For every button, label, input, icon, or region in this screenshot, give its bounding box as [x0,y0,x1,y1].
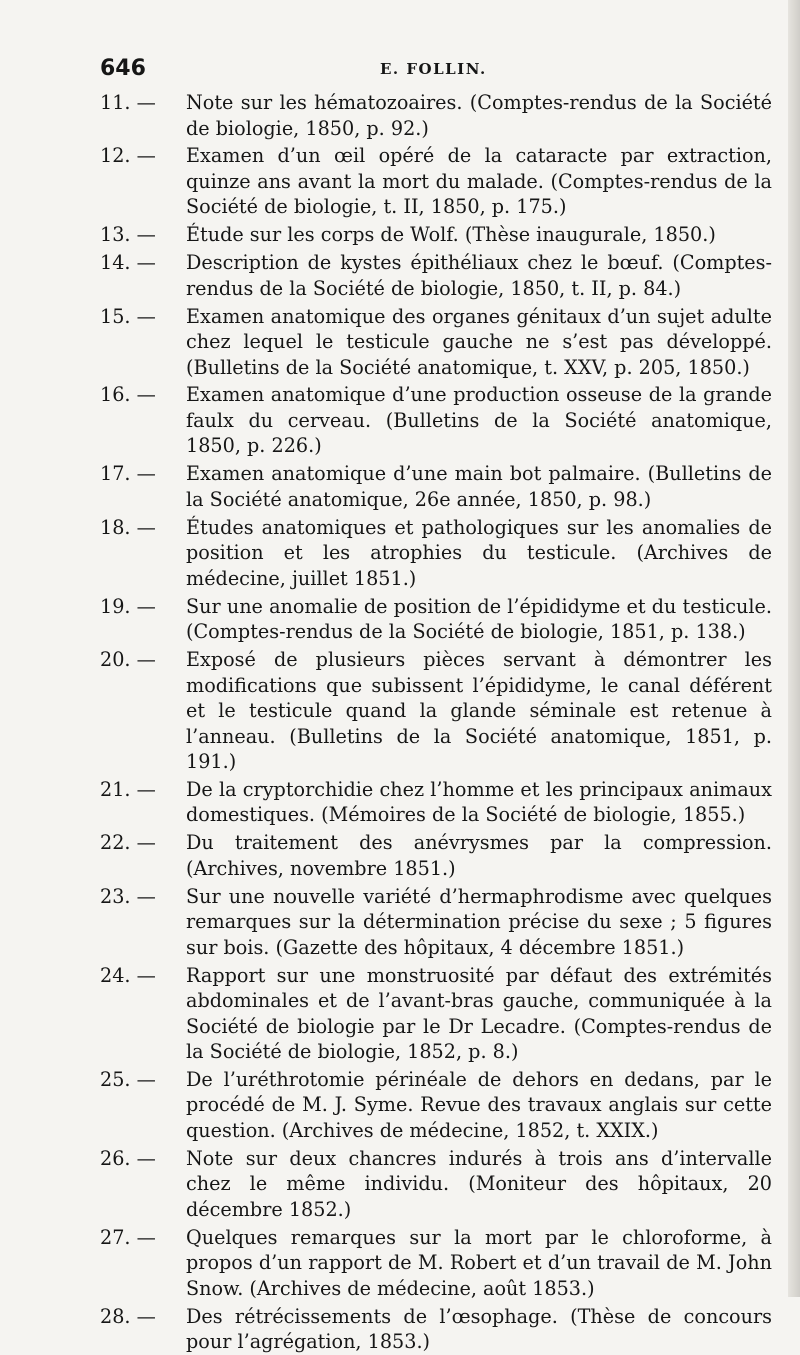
entry-text: Note sur deux chancres indurés à trois ans d’intervalle chez le même individu. (Moniteur des hôpitaux, 20 décembre 1852.) [186,1146,772,1221]
bibliography-entry [100,143,772,220]
entry-text: De la cryptorchidie chez l’homme et les principaux animaux domestiques. (Mémoires de la Société de biologie, 1855.) [186,777,772,827]
bibliography-entry [100,830,772,881]
entry-number: 19. — [100,594,156,618]
bibliography-entry [100,1146,772,1223]
entry-text: Examen anatomique des organes génitaux d’un sujet adulte chez lequel le testicule gauche ne s’est pas développé. (Bulletins de la Société anatomique, t. XXV, p. 205, 1850.) [186,304,772,379]
entry-text: Examen anatomique d’une main bot palmaire. (Bulletins de la Société anatomique, 26e année, 1850, p. 98.) [186,462,772,511]
entry-number: 24. — [100,963,156,987]
bibliography-entry [100,594,772,645]
bibliography-entry [100,1225,772,1302]
entry-number: 16. — [100,383,156,407]
bibliography-entry [100,1067,772,1144]
running-title: E. FOLLIN. [380,60,487,78]
bibliography-entry [100,515,772,592]
entry-text: Des rétrécissements de l’œsophage. (Thèse de concours pour l’agrégation, 1853.) [186,1304,772,1354]
entry-text: Rapport sur une monstruosité par défaut des extrémités abdominales et de l’avant-bras gauche, communiquée à la Société de biologie par le Dr Lecadre. (Comptes-rendus de la Société de biologie, 1852, p. 8.) [186,963,772,1064]
entry-number: 15. — [100,304,156,328]
page-edge-shadow [788,0,800,1297]
bibliography-entry [100,304,772,381]
running-head [100,50,772,86]
entry-text: Examen anatomique d’une production osseuse de la grande faulx du cerveau. (Bulletins de la Société anatomique, 1850, p. 226.) [186,383,772,458]
entry-text: Sur une nouvelle variété d’hermaphrodisme avec quelques remarques sur la détermination précise du sexe ; 5 figures sur bois. (Gazette des hôpitaux, 4 décembre 1851.) [186,884,772,959]
entry-number: 11. — [100,91,156,114]
entry-text: Sur une anomalie de position de l’épididyme et du testicule. (Comptes-rendus de la Société de biologie, 1851, p. 138.) [186,594,772,644]
bibliography-list [100,90,772,1355]
entry-number: 17. — [100,462,156,486]
bibliography-entry [100,777,772,828]
entry-number: 18. — [100,515,156,539]
bibliography-entry [100,461,772,512]
page-number: 646 [100,56,146,81]
bibliography-entry [100,647,772,775]
entry-number: 28. — [100,1304,156,1328]
entry-text: Étude sur les corps de Wolf. (Thèse inaugurale, 1850.) [186,223,716,247]
bibliography-entry [100,382,772,459]
entry-text: Du traitement des anévrysmes par la compression. (Archives, novembre 1851.) [186,831,772,880]
entry-number: 27. — [100,1225,156,1249]
entry-number: 14. — [100,251,156,275]
entry-text: Examen d’un œil opéré de la cataracte par extraction, quinze ans avant la mort du malade. (Comptes-rendus de la Société de biologie, t. II, 1850, p. 175.) [186,144,772,219]
entry-text: Description de kystes épithéliaux chez le bœuf. (Comptes-rendus de la Société de biologie, 1850, t. II, p. 84.) [186,251,772,300]
entry-number: 13. — [100,223,156,247]
bibliography-entry [100,884,772,961]
entry-number: 22. — [100,831,156,855]
bibliography-entry [100,1304,772,1355]
entry-text: De l’uréthrotomie périnéale de dehors en dedans, par le procédé de M. J. Syme. Revue des travaux anglais sur cette question. (Archives de médecine, 1852, t. XXIX.) [186,1067,772,1142]
entry-text: Exposé de plusieurs pièces servant à démontrer les modifications que subissent l’épididyme, le canal déférent et le testicule quand la glande séminale est retenue à l’anneau. (Bulletins de la Société anatomique, 1851, p. 191.) [186,648,772,774]
entry-text: Études anatomiques et pathologiques sur les anomalies de position et les atrophies du testicule. (Archives de médecine, juillet 1851.) [186,515,772,590]
bibliography-entry [100,963,772,1065]
bibliography-entry [100,222,772,248]
entry-number: 12. — [100,144,156,168]
entry-text: Quelques remarques sur la mort par le chloroforme, à propos d’un rapport de M. Robert et d’un travail de M. John Snow. (Archives de médecine, août 1853.) [186,1225,772,1300]
entry-number: 21. — [100,777,156,801]
entry-number: 20. — [100,648,156,672]
entry-number: 23. — [100,884,156,908]
bibliography-entry [100,90,772,141]
entry-text: Note sur les hématozoaires. (Comptes-rendus de la Société de biologie, 1850, p. 92.) [186,91,772,140]
entry-number: 25. — [100,1067,156,1091]
entry-number: 26. — [100,1146,156,1170]
bibliography-entry [100,250,772,301]
